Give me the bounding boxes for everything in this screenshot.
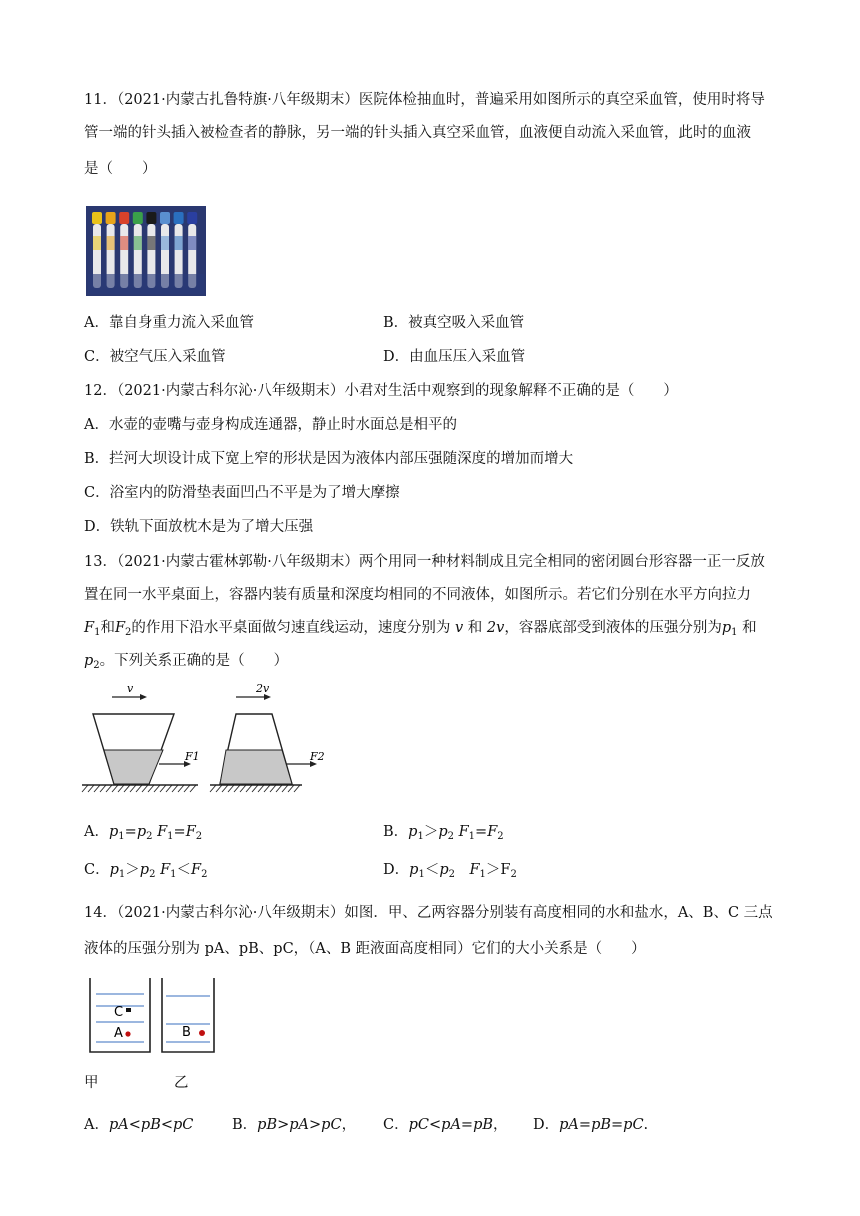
q13-v2: 2v (486, 620, 505, 636)
q14-line-2: 液体的压强分别为 pA、pB、pC，（A、B 距液面高度相同）它们的大小关系是（ ） (84, 941, 646, 957)
tube-cap (146, 212, 156, 224)
q13-line-3 (84, 618, 784, 643)
point-a-label: A (114, 1026, 123, 1041)
blood-tubes-photo (86, 206, 206, 296)
q13-f1: F (84, 620, 95, 636)
q13-p1-sub: 1 (731, 627, 738, 638)
q13-line-2: 置在同一水平桌面上，容器内装有质量和深度均相同的不同液体，如图所示。若它们分别在水平方向拉力 (84, 587, 751, 603)
point-b-label: B (182, 1025, 191, 1040)
q14-line-1: 14．（2021·内蒙古科尔沁·八年级期末）如图．甲、乙两容器分别装有高度相同的水和盐水，A、B、C 三点 (84, 905, 773, 921)
q11-line-1: 11．（2021·内蒙古扎鲁特旗·八年级期末）医院体检抽血时，普遍采用如图所示的真空采血管，使用时将导 (84, 92, 765, 108)
point-c-label: C (114, 1005, 124, 1020)
q13-and2: 和 (463, 620, 487, 636)
q12-option-c: C．浴室内的防滑垫表面凹凸不平是为了增大摩擦 (84, 485, 400, 501)
q13-option-d: D．$p_1<p_2$ $F_1>F_2$ (383, 862, 517, 880)
q13-and: 和 (100, 620, 115, 636)
q13-containers-figure (82, 680, 325, 800)
tube-cap (187, 212, 197, 224)
container-jia (90, 978, 150, 1052)
q12-option-a: A．水壶的壶嘴与壶身构成连通器，静止时水面总是相平的 (84, 417, 457, 433)
q14-containers-figure (86, 976, 226, 1056)
left-speed-label: v (127, 682, 134, 695)
q12-line-1: 12．（2021·内蒙古科尔沁·八年级期末）小君对生活中观察到的现象解释不正确的是（ ） (84, 383, 678, 399)
tube-cap (92, 212, 102, 224)
q13-line3-text-2: ，容器底部受到液体的压强分别为 (504, 620, 722, 636)
q11-option-b: B．被真空吸入采血管 (383, 315, 525, 331)
right-force-label: F2 (310, 750, 325, 763)
label-jia: 甲 (84, 1075, 99, 1091)
q11-line-2: 管一端的针头插入被检查者的静脉，另一端的针头插入真空采血管，血液便自动流入采血管，此时的血液 (84, 125, 751, 141)
tube-cap (133, 212, 143, 224)
q14-option-d: D．pA=pB=pC. (533, 1117, 649, 1133)
tube-cap (174, 212, 184, 224)
q12-option-d: D．铁轨下面放枕木是为了增大压强 (84, 519, 314, 535)
q13-line-4 (84, 651, 784, 676)
q14-option-b: B．pB>pA>pC， (232, 1117, 357, 1133)
q11-option-d: D．由血压压入采血管 (383, 349, 526, 365)
q13-p2: p (84, 653, 94, 669)
q13-line4-text: 。下列关系正确的是（ ） (99, 653, 289, 669)
tube-cap (119, 212, 129, 224)
q13-and3: 和 (737, 620, 757, 636)
q13-line-1: 13．（2021·内蒙古霍林郭勒·八年级期末）两个用同一种材料制成且完全相同的密闭圆台形容器一正一反放 (84, 554, 765, 570)
label-yi: 乙 (174, 1075, 189, 1091)
q12-option-b: B．拦河大坝设计成下宽上窄的形状是因为液体内部压强随深度的增加而增大 (84, 451, 574, 467)
point-b-marker (199, 1030, 205, 1036)
q13-f1-sub: 1 (94, 627, 101, 638)
right-speed-label: 2v (256, 682, 270, 695)
point-c-marker (126, 1008, 131, 1012)
right-liquid (220, 750, 292, 784)
q13-line3-text: 的作用下沿水平桌面做匀速直线运动，速度分别为 (131, 620, 451, 636)
q14-option-a: A．pA<pB<pC (84, 1117, 194, 1133)
q13-p1: p (721, 620, 732, 636)
tube-cap (106, 212, 116, 224)
q11-line-3: 是（ ） (84, 161, 157, 177)
q13-option-b: B．$p_1>p_2$ $F_1=F_2$ (383, 824, 504, 842)
q11-option-c: C．被空气压入采血管 (84, 349, 226, 365)
left-force-label: F1 (185, 750, 200, 763)
tube-cap (160, 212, 170, 224)
q14-option-c: C．pC<pA=pB， (383, 1117, 508, 1133)
q13-f2: F (114, 620, 125, 636)
q13-option-a: A．$p_1=p_2$ $F_1=F_2$ (84, 824, 203, 842)
point-a-marker (125, 1031, 130, 1036)
q11-option-a: A．靠自身重力流入采血管 (84, 315, 254, 331)
q13-p2-sub: 2 (93, 660, 100, 671)
q13-option-c: C．$p_1>p_2$ $F_1<F_2$ (84, 862, 208, 880)
right-container (210, 682, 325, 792)
container-yi (162, 978, 214, 1052)
q13-v1: v (454, 620, 464, 636)
q13-f2-sub: 2 (125, 627, 132, 638)
left-container (82, 682, 200, 792)
